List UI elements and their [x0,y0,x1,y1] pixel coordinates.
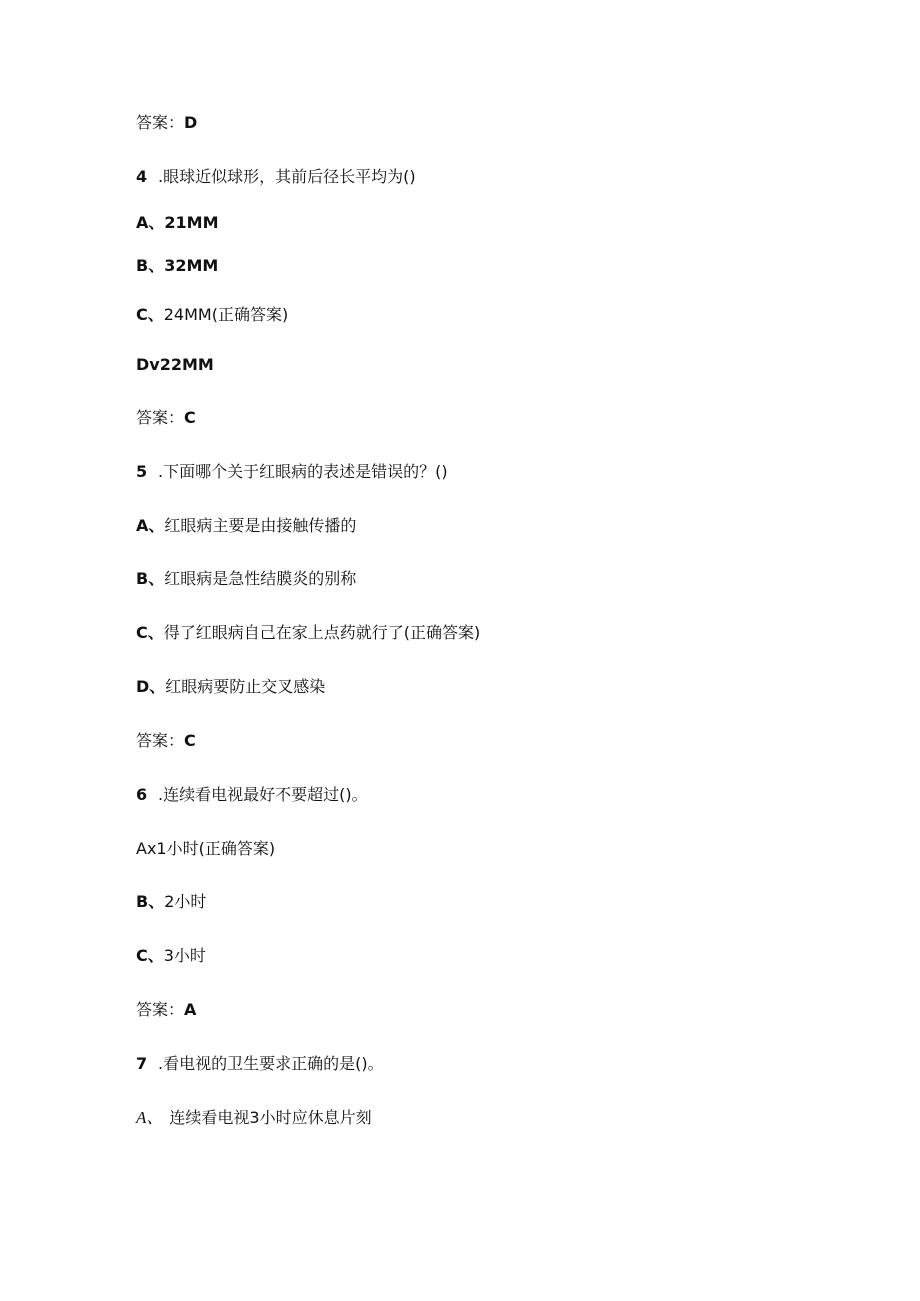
option-prefix: B、 [136,569,165,588]
option-text: 2小时 [164,892,207,911]
option-text: 21MM [164,213,219,232]
answer-label: 答案： [136,113,185,132]
answer-line [136,113,197,133]
option-text: 红眼病是急性结膜炎的别称 [164,569,357,588]
option-prefix: A、 [136,213,165,232]
answer-value: A [184,1000,197,1019]
question-line [136,167,416,187]
option-text: 32MM [164,256,219,275]
question-number: 6 [136,785,148,804]
question-number: 4 [136,167,148,186]
option-line [136,305,288,325]
question-line [136,785,368,805]
option-prefix: B、 [136,892,165,911]
option-text: Dv22MM [136,355,214,374]
answer-line [136,1000,196,1020]
option-prefix: C、 [136,305,164,324]
option-text: 红眼病要防止交叉感染 [165,677,326,696]
option-line [136,892,206,912]
option-line [136,623,480,643]
option-text: 红眼病主要是由接触传播的 [164,516,357,535]
option-prefix: D、 [136,677,166,696]
question-number: 7 [136,1054,148,1073]
answer-label: 答案： [136,408,185,427]
option-line [136,1108,372,1128]
option-text: Ax1小时(正确答案) [136,839,276,858]
option-line [136,213,219,233]
option-line [136,355,214,375]
option-line [136,839,275,859]
question-text: .看电视的卫生要求正确的是()。 [158,1054,384,1073]
option-line [136,946,206,966]
option-text: 24MM(正确答案) [163,305,289,324]
answer-value: C [184,731,196,750]
option-prefix: B、 [136,256,165,275]
question-number: 5 [136,462,148,481]
option-text: 3小时 [163,946,206,965]
question-line [136,462,448,482]
option-text: 连续看电视3小时应休息片刻 [169,1108,372,1127]
answer-label: 答案： [136,1000,185,1019]
question-line [136,1054,384,1074]
answer-value: D [184,113,198,132]
question-text: .连续看电视最好不要超过()。 [158,785,368,804]
option-prefix: C、 [136,946,164,965]
question-text: .眼球近似球形，其前后径长平均为() [158,167,416,186]
question-text: .下面哪个关于红眼病的表述是错误的？() [158,462,448,481]
option-line [136,677,325,697]
option-line [136,516,356,536]
answer-line [136,731,196,751]
option-prefix: A、 [136,516,165,535]
answer-value: C [184,408,196,427]
option-prefix: C、 [136,623,164,642]
option-line [136,256,218,276]
answer-label: 答案： [136,731,185,750]
option-prefix: A、 [136,1108,164,1127]
option-line [136,569,356,589]
answer-line [136,408,196,428]
option-text: 得了红眼病自己在家上点药就行了(正确答案) [163,623,481,642]
